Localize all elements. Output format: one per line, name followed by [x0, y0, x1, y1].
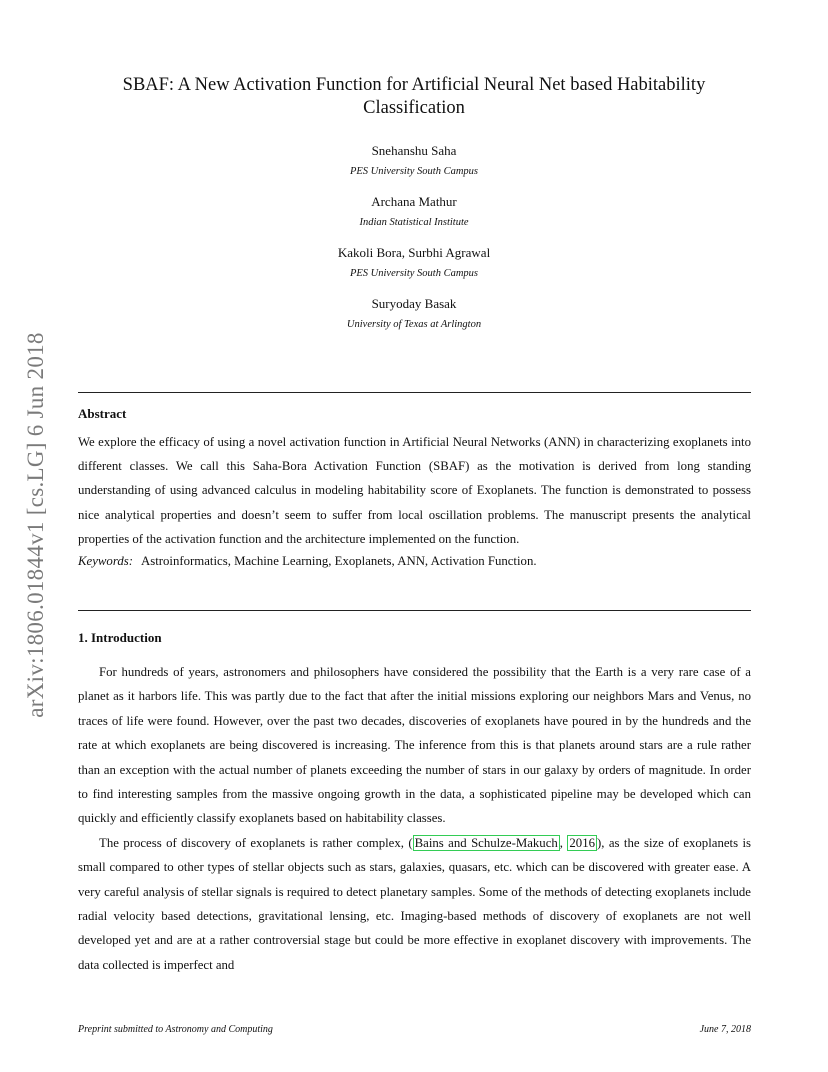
abstract-text: We explore the efficacy of using a novel activation function in Artificial Neural Networks (ANN) in characterizing exoplanets into different classes. We call this Saha-Bora Activation Function (SBAF) as the motivation is derived from long standing understanding of using advanced calculus in modeling habitability score of Exoplanets. The function is demonstrated to possess nice analytical properties and doesn’t seem to suffer from local oscillation problems. The manuscript presents the analytical properties of the activation function and the architecture implemented on the function.	[78, 435, 751, 546]
author-affiliation: PES University South Campus	[349, 268, 479, 279]
author-block	[170, 141, 658, 345]
author-name: Kakoli Bora, Surbhi Agrawal	[337, 245, 491, 260]
intro-paragraph-1: For hundreds of years, astronomers and philosophers have considered the possibility that the Earth is a very rare case of a planet as it harbors life. This was partly due to the fact that after the initial missions exploring our neighbors Mars and Venus, no traces of life were found. However, over the past two decades, discoveries of exoplanets have poured in by the hundreds and the rate at which exoplanets are being discovered is increasing. The inference from this is that planets around stars are a rule rather than an exception with the actual number of planets exceeding the number of stars in our galaxy by orders of magnitude. In order to find interesting samples from the massive ongoing growth in the data, a sophisticated pipeline may be developed which can quickly and efficiently classify exoplanets based on habitability classes.	[78, 665, 751, 826]
abstract-section	[78, 406, 751, 571]
author-affiliation: Indian Statistical Institute	[359, 217, 469, 228]
abstract-heading: Abstract	[78, 406, 127, 421]
author-name: Suryoday Basak	[371, 296, 457, 311]
author-name: Snehanshu Saha	[371, 143, 457, 158]
intro-paragraph-2	[78, 831, 751, 977]
abstract-top-rule	[78, 392, 751, 393]
paragraph-text: The process of discovery of exoplanets is rather complex, (	[99, 835, 413, 850]
keywords-text: Astroinformatics, Machine Learning, Exoplanets, ANN, Activation Function.	[140, 554, 537, 569]
author-name: Archana Mathur	[371, 194, 457, 209]
keywords-line	[78, 551, 751, 571]
arxiv-stamp	[20, 300, 52, 750]
citation-link-authors[interactable]: Bains and Schulze-Makuch	[414, 835, 558, 850]
abstract-bottom-rule	[78, 610, 751, 611]
author-affiliation: PES University South Campus	[349, 166, 479, 177]
footer-journal: Preprint submitted to Astronomy and Computing	[78, 1024, 273, 1035]
citation-link-year[interactable]: 2016	[569, 835, 595, 850]
arxiv-id: arXiv:1806.01844v1 [cs.LG] 6 Jun 2018	[23, 332, 48, 718]
introduction-section	[78, 630, 751, 977]
paper-title: SBAF: A New Activation Function for Artificial Neural Net based Habitability Classification	[122, 75, 706, 118]
footer-date: June 7, 2018	[699, 1024, 751, 1035]
citation-separator: ,	[559, 835, 568, 850]
section-heading: 1. Introduction	[78, 630, 162, 645]
author-affiliation: University of Texas at Arlington	[346, 319, 482, 330]
keywords-label: Keywords:	[78, 554, 133, 569]
paragraph-text: ), as the size of exoplanets is small compared to other types of stellar objects such as stars, galaxies, quasars, etc. which can be discovered with greater ease. A very careful analysis of stellar signals is required to detect planetary samples. Some of the methods of detecting exoplanets include radial velocity based detections, gravitational lensing, etc. Imaging-based methods of discovery of exoplanets are not well developed yet and are at a rather controversial stage but could be more effective in exoplanet discovery with improvements. The data collected is imperfect and	[78, 835, 751, 972]
